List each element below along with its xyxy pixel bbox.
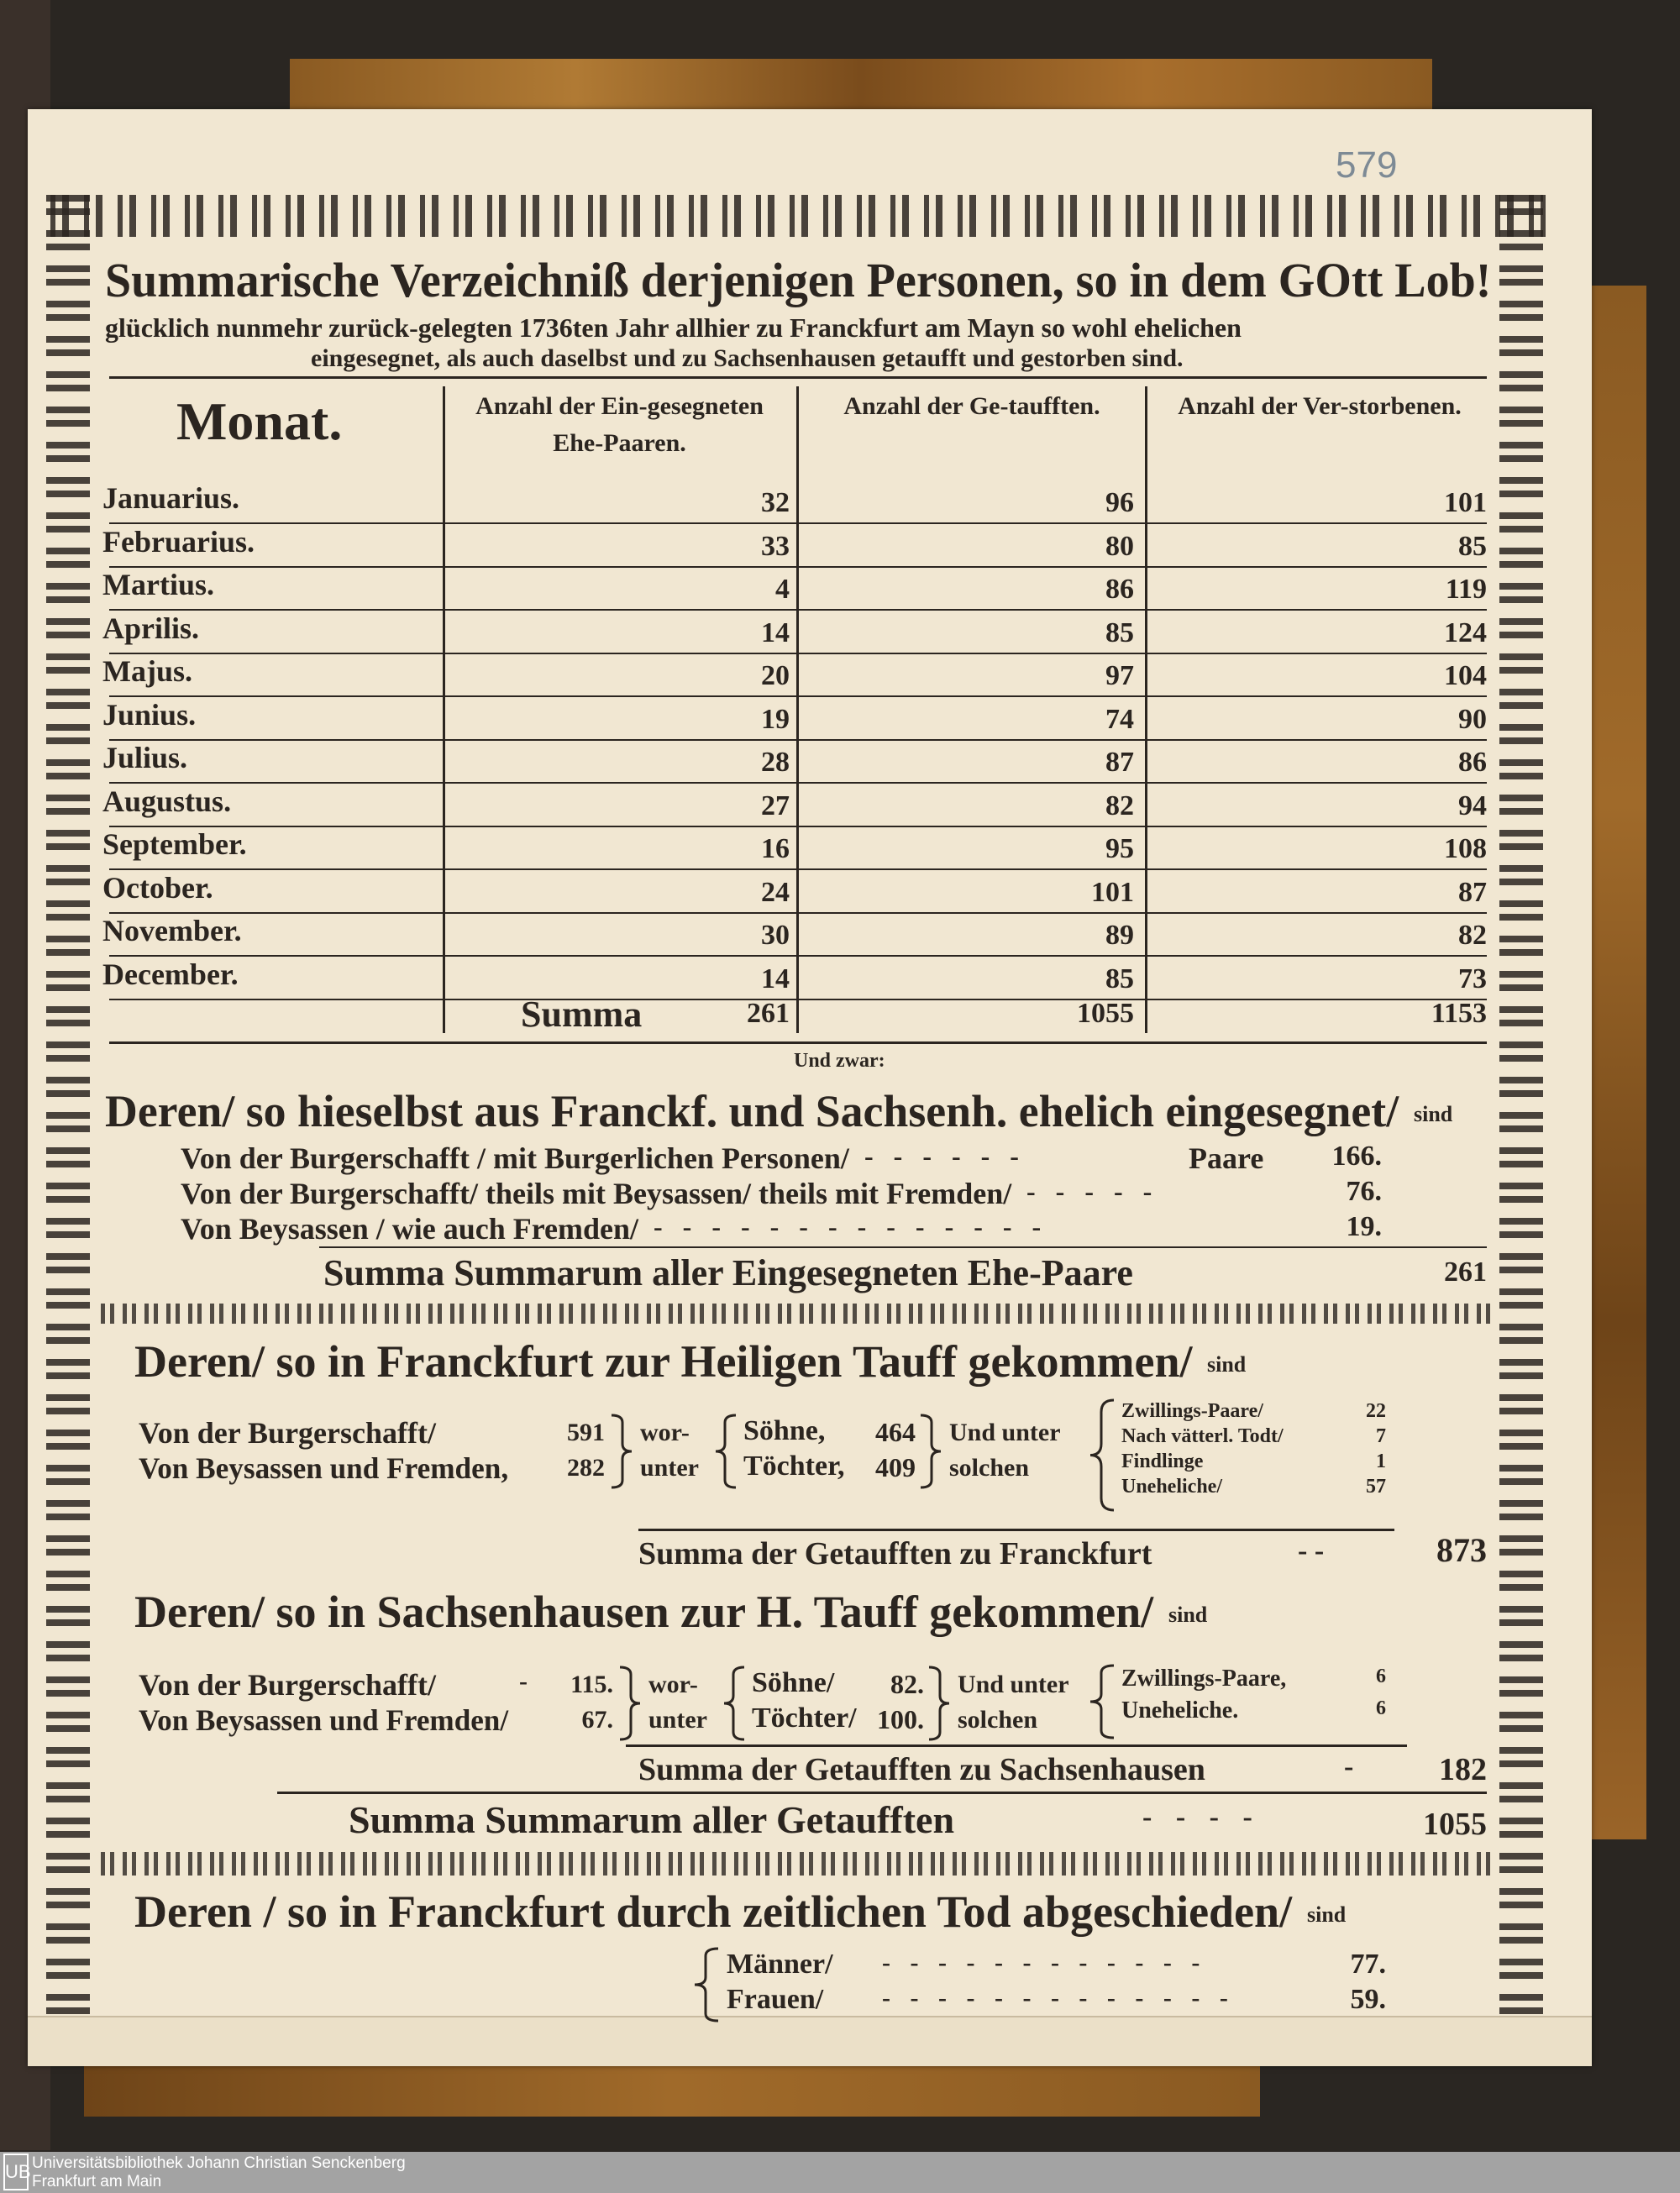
page-fold — [28, 2016, 1592, 2066]
died-value: 73 — [1458, 963, 1487, 994]
total-baptized: 1055 — [1077, 998, 1134, 1029]
row-rule — [109, 609, 1487, 611]
baptized-value: 97 — [1105, 660, 1134, 691]
baptized-value: 101 — [1091, 876, 1134, 908]
rule — [109, 376, 1487, 379]
baptisms-frankfurt-total: 873 — [1436, 1531, 1487, 1569]
ub-logo: UB — [3, 2154, 29, 2190]
month-label: Junius. — [102, 697, 197, 732]
brace-icon — [929, 1666, 951, 1741]
total-label: Summa — [521, 994, 643, 1035]
died-value: 87 — [1458, 876, 1487, 908]
baptized-value: 86 — [1105, 574, 1134, 605]
brace-icon — [1089, 1664, 1114, 1739]
married-value: 14 — [761, 616, 790, 648]
wor-unter-label: unter — [648, 1706, 707, 1734]
sex-value: 82. — [890, 1669, 924, 1699]
row-rule — [109, 566, 1487, 568]
month-label: Januarius. — [102, 481, 240, 515]
column-divider — [443, 386, 445, 1033]
page-number: 579 — [1336, 144, 1398, 186]
source-label: Von der Burgerschafft/ — [139, 1416, 436, 1450]
sex-value: 100. — [877, 1704, 924, 1734]
und-unter-label: Und unter — [958, 1671, 1069, 1698]
source-label: Von Beysassen und Fremden/ — [139, 1703, 509, 1737]
row-rule — [109, 999, 1487, 1000]
married-value: 16 — [761, 833, 790, 864]
death-label: Männer/ — [727, 1949, 833, 1980]
row-rule — [109, 912, 1487, 914]
dots: - - - - - - - - - - - - - - — [654, 1211, 1048, 1241]
married-value: 14 — [761, 963, 790, 994]
married-value: 19 — [761, 703, 790, 735]
detail-value: 57 — [1366, 1476, 1386, 1498]
marriage-label: Von Beysassen / wie auch Fremden/ — [181, 1212, 639, 1246]
source-value: 115. — [570, 1671, 613, 1698]
detail-label: Zwillings-Paare, — [1121, 1666, 1287, 1692]
total-married: 261 — [747, 998, 790, 1029]
ornament-divider — [101, 1852, 1495, 1876]
death-label: Frauen/ — [727, 1984, 824, 2015]
library-footer — [0, 2152, 1680, 2193]
rule — [638, 1529, 1394, 1531]
row-rule — [109, 955, 1487, 957]
baptisms-frankfurt-total-label: Summa der Getaufften zu Franckfurt — [638, 1536, 1152, 1571]
detail-label: Nach vätterl. Todt/ — [1121, 1425, 1284, 1447]
detail-label: Zwillings-Paare/ — [1121, 1400, 1263, 1422]
month-label: Augustus. — [102, 784, 232, 818]
brace-icon — [612, 1414, 633, 1489]
dots: - - - - - — [1026, 1176, 1159, 1206]
month-label: Aprilis. — [102, 611, 200, 645]
month-label: November. — [102, 914, 242, 947]
detail-value: 6 — [1376, 1697, 1386, 1719]
dots: - - - - - - — [864, 1141, 1026, 1171]
baptized-value: 96 — [1105, 487, 1134, 518]
baptized-value: 87 — [1105, 747, 1134, 778]
married-value: 33 — [761, 530, 790, 562]
baptisms-sachsenhausen-total: 182 — [1439, 1752, 1487, 1787]
month-label: December. — [102, 957, 239, 991]
marriage-unit: Paare — [1189, 1141, 1264, 1175]
died-value: 108 — [1444, 833, 1487, 864]
sex-label: Töchter, — [743, 1451, 845, 1482]
baptisms-frankfurt-sind: sind — [1207, 1352, 1247, 1377]
married-value: 4 — [775, 574, 790, 605]
month-label: October. — [102, 870, 213, 905]
row-rule — [109, 522, 1487, 524]
column-divider — [1145, 386, 1147, 1033]
und-unter-label: Und unter — [949, 1419, 1061, 1446]
brace-icon — [921, 1414, 942, 1489]
died-value: 85 — [1458, 530, 1487, 562]
marbled-endpaper-bottom — [84, 2066, 1260, 2117]
source-label: Von Beysassen und Fremden, — [139, 1451, 509, 1485]
dots: - — [1344, 1751, 1354, 1782]
baptisms-frankfurt-heading: Deren/ so in Franckfurt zur Heiligen Tauff gekommen/ — [134, 1336, 1193, 1387]
document-subtitle-1: glücklich nunmehr zurück-gelegten 1736ten Jahr allhier zu Franckfurt am Mayn so wohl ehelichen — [105, 312, 1242, 343]
row-rule — [109, 826, 1487, 827]
marriage-value: 19. — [1346, 1211, 1382, 1242]
sex-label: Söhne, — [743, 1415, 826, 1446]
detail-value: 1 — [1376, 1451, 1386, 1472]
death-value: 77. — [1350, 1949, 1386, 1980]
wor-unter-label: unter — [640, 1454, 699, 1482]
baptized-value: 85 — [1105, 616, 1134, 648]
marriages-sind: sind — [1414, 1102, 1453, 1126]
deaths-sind: sind — [1307, 1902, 1347, 1927]
month-label: September. — [102, 827, 247, 861]
rule — [319, 1246, 1487, 1248]
source-value: 591 — [567, 1419, 605, 1446]
detail-value: 22 — [1366, 1400, 1386, 1422]
dots: - - - - — [1142, 1802, 1261, 1833]
died-value: 119 — [1445, 574, 1487, 605]
all-baptisms-label: Summa Summarum aller Getaufften — [349, 1798, 955, 1841]
row-rule — [109, 695, 1487, 697]
brace-icon — [722, 1666, 744, 1741]
detail-label: Findlinge — [1121, 1451, 1204, 1472]
married-value: 27 — [761, 790, 790, 821]
document-subtitle-2: eingesegnet, als auch daselbst und zu Sachsenhausen getaufft und gestorben sind. — [311, 344, 1184, 372]
brace-icon — [1089, 1398, 1114, 1512]
ornamental-border-top — [50, 195, 1546, 237]
sex-label: Söhne/ — [752, 1667, 835, 1698]
row-rule — [109, 868, 1487, 870]
month-label: Februarius. — [102, 524, 255, 559]
header-baptized: Anzahl der Ge-taufften. — [843, 392, 1100, 420]
marriage-value: 76. — [1346, 1176, 1382, 1207]
rule — [277, 1792, 1487, 1794]
dots: - - — [1298, 1535, 1325, 1566]
marriages-heading: Deren/ so hieselbst aus Franckf. und Sachsenh. ehelich eingesegnet/ — [105, 1086, 1399, 1136]
header-died: Anzahl der Ver-storbenen. — [1178, 392, 1462, 420]
wor-unter-label: wor- — [648, 1671, 698, 1698]
wor-unter-label: wor- — [640, 1419, 690, 1446]
detail-label: Uneheliche. — [1121, 1697, 1239, 1723]
detail-value: 6 — [1376, 1666, 1386, 1687]
dash: - — [519, 1667, 528, 1695]
brace-icon — [693, 1947, 718, 2022]
ornamental-border-left — [46, 195, 90, 2017]
baptized-value: 82 — [1105, 790, 1134, 821]
died-value: 124 — [1444, 616, 1487, 648]
baptized-value: 74 — [1105, 703, 1134, 735]
sex-label: Töchter/ — [752, 1702, 857, 1734]
baptized-value: 95 — [1105, 833, 1134, 864]
married-value: 24 — [761, 876, 790, 908]
dots: - - - - - - - - - - - - - — [882, 1984, 1235, 2012]
baptized-value: 85 — [1105, 963, 1134, 994]
died-value: 94 — [1458, 790, 1487, 821]
ornamental-border-right — [1499, 195, 1543, 2017]
footer-line-1: Universitätsbibliothek Johann Christian Senckenberg — [32, 2154, 406, 2172]
baptisms-sachsenhausen-total-label: Summa der Getaufften zu Sachsenhausen — [638, 1752, 1205, 1787]
marriages-total-label: Summa Summarum aller Eingesegneten Ehe-Paare — [323, 1252, 1133, 1293]
sex-value: 409 — [875, 1452, 916, 1482]
sex-value: 464 — [875, 1417, 916, 1447]
rule — [626, 1744, 1407, 1747]
baptisms-sachsenhausen-heading: Deren/ so in Sachsenhausen zur H. Tauff gekommen/ — [134, 1587, 1154, 1637]
deaths-heading: Deren / so in Franckfurt durch zeitlichen Tod abgeschieden/ — [134, 1886, 1293, 1937]
death-value: 59. — [1350, 1984, 1386, 2015]
month-label: Martius. — [102, 568, 214, 601]
died-value: 101 — [1444, 487, 1487, 518]
source-value: 282 — [567, 1454, 605, 1482]
married-value: 28 — [761, 747, 790, 778]
column-divider — [796, 386, 799, 1033]
died-value: 82 — [1458, 920, 1487, 951]
und-unter-label: solchen — [949, 1454, 1030, 1482]
month-label: Julius. — [102, 741, 188, 774]
row-rule — [109, 653, 1487, 654]
header-married: Anzahl der Ein-gesegneten Ehe-Paaren. — [475, 392, 764, 457]
total-died: 1153 — [1431, 998, 1487, 1029]
marriage-label: Von der Burgerschafft / mit Burgerlichen Personen/ — [181, 1141, 849, 1175]
died-value: 104 — [1444, 660, 1487, 691]
und-zwar: Und zwar: — [794, 1050, 885, 1072]
row-rule — [109, 739, 1487, 741]
marriage-label: Von der Burgerschafft/ theils mit Beysassen/ theils mit Fremden/ — [181, 1177, 1012, 1210]
baptized-value: 89 — [1105, 920, 1134, 951]
rule — [109, 1041, 1487, 1044]
baptisms-sachsenhausen-sind: sind — [1168, 1603, 1208, 1627]
source-value: 67. — [581, 1706, 613, 1734]
all-baptisms-total: 1055 — [1423, 1807, 1487, 1842]
detail-value: 7 — [1376, 1425, 1386, 1447]
died-value: 86 — [1458, 747, 1487, 778]
source-label: Von der Burgerschafft/ — [139, 1668, 436, 1702]
und-unter-label: solchen — [958, 1706, 1038, 1734]
baptized-value: 80 — [1105, 530, 1134, 562]
detail-label: Uneheliche/ — [1121, 1476, 1222, 1498]
header-month: Monat. — [176, 391, 343, 451]
died-value: 90 — [1458, 703, 1487, 735]
document-title: Summarische Verzeichniß derjenigen Personen, so in dem GOtt Lob! — [105, 253, 1492, 307]
married-value: 32 — [761, 487, 790, 518]
month-label: Majus. — [102, 654, 192, 688]
marriages-total: 261 — [1444, 1257, 1487, 1288]
ornament-divider — [101, 1304, 1495, 1324]
dots: - - - - - - - - - - - - — [882, 1949, 1207, 1976]
married-value: 20 — [761, 660, 790, 691]
marriage-value: 166. — [1331, 1141, 1382, 1172]
brace-icon — [714, 1414, 736, 1489]
brace-icon — [620, 1666, 642, 1741]
footer-line-2: Frankfurt am Main — [32, 2173, 162, 2190]
row-rule — [109, 782, 1487, 784]
married-value: 30 — [761, 920, 790, 951]
